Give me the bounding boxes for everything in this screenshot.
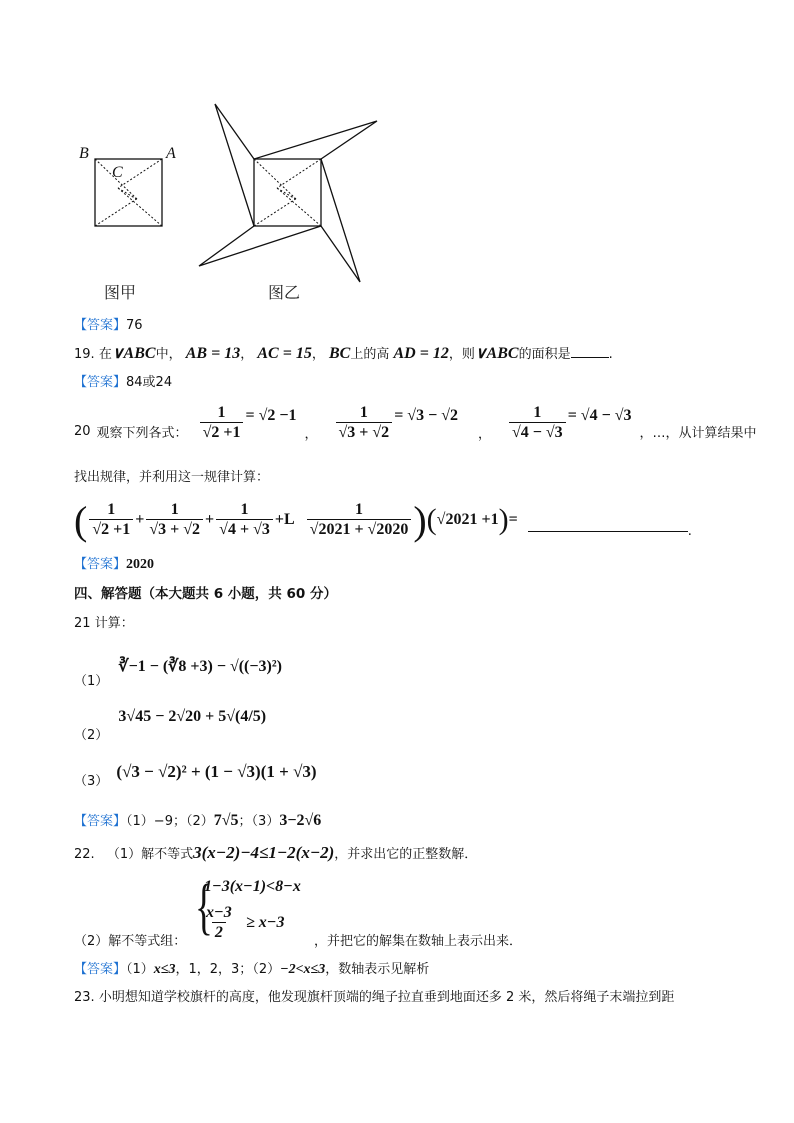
numerator: 1: [217, 404, 226, 422]
left-paren: (: [74, 497, 88, 543]
rhs-1: = √2 −1: [245, 407, 297, 424]
answer-21: [74, 810, 321, 830]
part-expression: (√3 − √2)² + (1 − √3)(1 + √3): [116, 762, 317, 781]
part-label: （2）: [74, 728, 109, 743]
numerator: 1: [107, 501, 116, 519]
triangle-abc: ∨ABC: [474, 345, 519, 362]
q22-text: ，并求出它的正整数解．: [334, 847, 478, 862]
system-line-1: 1−3(x−1)<8−x: [204, 878, 301, 895]
numerator: 1: [355, 501, 363, 519]
sep: ，: [240, 347, 254, 362]
q21-text: 计算：: [94, 616, 134, 631]
numerator: 1: [359, 404, 368, 422]
question-20-sum: [74, 494, 692, 546]
figure-yi: [195, 95, 385, 295]
figure-jia: [75, 140, 205, 240]
q23-text: 小明想知道学校旗杆的高度，他发现旗杆顶端的绳子拉直垂到地面还多 2 米，然后将绳子末端拉到距: [98, 990, 675, 1005]
answer-label: 【答案】: [74, 814, 127, 829]
q20-number: 20: [74, 423, 91, 439]
fraction-1: [200, 404, 244, 441]
period: .: [687, 523, 692, 539]
part-label: （3）: [74, 774, 109, 789]
answer-blank[interactable]: [528, 531, 688, 532]
q19-text: 中，: [155, 347, 182, 362]
figure-yi-caption: 图乙: [268, 283, 301, 302]
question-21: [74, 612, 134, 631]
ellipsis: +L: [274, 511, 295, 528]
sum-term-1: [89, 501, 133, 538]
question-20-line2: 找出规律，并利用这一规律计算：: [74, 470, 270, 485]
fraction-2: [336, 404, 393, 441]
answer-value: 2020: [126, 557, 155, 572]
q19-text: 上的高: [350, 347, 390, 362]
denominator: √2 +1: [200, 422, 244, 442]
figure-jia-caption: 图甲: [104, 283, 137, 302]
part-label: （2）解不等式组：: [74, 934, 187, 949]
sum-term-2: [146, 501, 203, 538]
q23-number: 23.: [74, 990, 95, 1005]
sum-term-3: [216, 501, 273, 538]
triangle-abc: ∨ABC: [111, 345, 156, 362]
bc: BC: [328, 345, 351, 362]
part-label: （2）: [185, 814, 214, 829]
system-line-2-fraction: [204, 904, 234, 941]
left-paren: (: [426, 503, 437, 536]
part-label: （1）: [126, 814, 154, 829]
rhs-2: = √3 − √2: [394, 407, 458, 424]
brace: {: [194, 873, 213, 941]
plus: +: [205, 511, 215, 528]
denominator: √2 +1: [89, 519, 133, 539]
sep: ，: [477, 426, 491, 442]
part-label: （2）: [252, 962, 281, 977]
q20-text: 观察下列各式：: [96, 425, 188, 441]
sum-term-4: [307, 501, 412, 538]
q22-number: 22.: [74, 847, 95, 862]
numerator: 1: [240, 501, 249, 519]
ab-eq: AB = 13: [185, 345, 241, 362]
numerator: 1: [170, 501, 179, 519]
right-paren: ): [498, 503, 509, 536]
answer-value: −2<x≤3: [280, 962, 326, 977]
answer-18: [74, 314, 143, 333]
numerator: 1: [533, 404, 542, 422]
label-c: C: [112, 164, 123, 181]
rhs-3: = √4 − √3: [567, 407, 632, 424]
sep: ，: [304, 426, 318, 442]
answer-value: 84或24: [126, 375, 173, 390]
q19-text: 的面积是: [518, 347, 571, 362]
label-a: A: [166, 145, 176, 162]
q19-number: 19.: [74, 347, 95, 362]
q21-part-3: [74, 762, 317, 789]
answer-value: 7√5: [213, 812, 239, 829]
denominator: √2021 + √2020: [307, 519, 412, 539]
answer-label: 【答案】: [74, 318, 127, 333]
right-paren: ): [413, 497, 427, 543]
part-label: （1）: [126, 962, 154, 977]
answer-22: [74, 958, 429, 978]
inequality: 3(x−2)−4≤1−2(x−2): [193, 843, 335, 862]
q19-text: ，则: [448, 347, 475, 362]
answer-label: 【答案】: [74, 557, 127, 572]
part-label: （1）: [74, 674, 109, 689]
denominator: √3 + √2: [146, 519, 203, 539]
denominator: √4 − √3: [509, 422, 566, 442]
multiplier: √2021 +1: [436, 511, 499, 528]
answer-blank[interactable]: [571, 357, 609, 358]
answer-label: 【答案】: [74, 962, 127, 977]
sep: ；: [238, 814, 252, 829]
question-22-part-1: [74, 843, 477, 863]
period: .: [608, 347, 613, 362]
answer-19: [74, 371, 172, 390]
question-20-line1: [74, 398, 757, 448]
label-b: B: [79, 145, 89, 162]
plus: +: [135, 511, 145, 528]
ac-eq: AC = 15: [257, 345, 312, 362]
part-label: （3）: [251, 814, 280, 829]
q20-text: ，…，从计算结果中: [639, 425, 757, 441]
equals: =: [508, 511, 518, 528]
sep: ，: [311, 347, 325, 362]
part-expression: ∛−1 − (∛8 +3) − √((−3)²): [118, 658, 282, 675]
section-title: 四、解答题（本大题共 6 小题，共 60 分）: [74, 586, 337, 602]
q21-part-1: [74, 656, 282, 689]
answer-value: −9；: [153, 814, 186, 829]
answer-value: 3−2√6: [279, 812, 322, 829]
question-19: [74, 343, 613, 363]
ad-eq: AD = 12: [393, 345, 449, 362]
q21-part-2: [74, 706, 267, 743]
part-expression: 3√45 − 2√20 + 5√(4/5): [118, 708, 267, 725]
question-23: [74, 986, 674, 1005]
q19-text: 在: [98, 347, 112, 362]
q22-text: ，并把它的解集在数轴上表示出来．: [314, 934, 523, 949]
fraction-3: [509, 404, 566, 441]
system-line-2-rhs: ≥ x−3: [246, 914, 285, 931]
answer-value: x≤3: [153, 962, 176, 977]
q21-number: 21: [74, 616, 91, 631]
denominator: √3 + √2: [336, 422, 393, 442]
answer-value: ，1，2，3；: [175, 962, 253, 977]
answer-20: [74, 553, 154, 573]
denominator: 2: [212, 922, 226, 942]
answer-value: 76: [126, 318, 143, 333]
numerator: x−3: [206, 904, 232, 921]
denominator: √4 + √3: [216, 519, 273, 539]
answer-value: ，数轴表示见解析: [325, 962, 430, 977]
part-label: （1）解不等式: [106, 847, 194, 862]
answer-label: 【答案】: [74, 375, 127, 390]
